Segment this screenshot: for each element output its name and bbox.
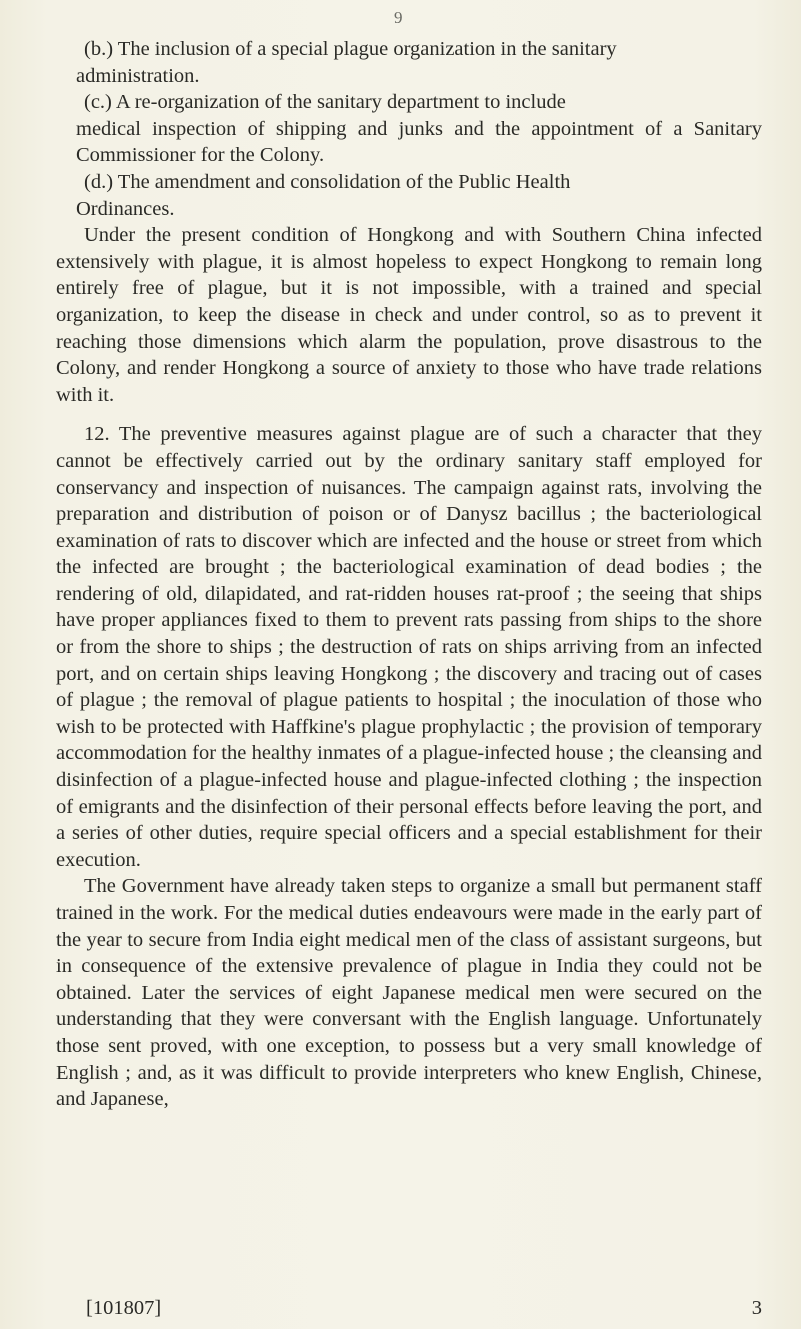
item-label: (d.) <box>84 170 114 193</box>
list-item-c <box>56 89 762 116</box>
list-item-c-continuation: medical inspection of shipping and junks and the appointment of a Sanitary Commissioner for the Colony. <box>76 117 762 167</box>
item-first-line: The amendment and consolidation of the Public Health <box>117 170 571 193</box>
item-first-line: A re-organization of the sanitary department to include <box>115 91 566 114</box>
paragraph-12-preventive-measures: 12. The preventive measures against plague are of such a character that they cannot be effectively carried out by the ordinary sanitary staff employed for conservancy and inspection of nuisances. The campaign against rats, involving the preparation and distribution of poison or of Danysz bacillus ; the bacteriological examination of rats to discover which are infected and the house or street from which the infected are brought ; the bacteriological examination of dead bodies ; the rendering of old, dilapidated, and rat-ridden houses rat-proof ; the seeing that ships have proper appliances fixed to them to prevent rats passing from ships to the shore or from the shore to ships ; the destruction of rats on ships arriving from an infected port, and on certain ships leaving Hongkong ; the discovery and tracing out of cases of plague ; the removal of plague patients to hospital ; the inoculation of those who wish to be protected with Haffkine's plague prophylactic ; the provision of temporary accommodation for the healthy inmates of a plague-infected house ; the cleansing and disinfection of a plague-infected house and plague-infected clothing ; the inspection of emigrants and the disinfection of their personal effects before leaving the port, and a series of other duties, require special officers and a special establishment for their execution. <box>56 423 762 871</box>
paragraph-government-staff: The Government have already taken steps to organize a small but permanent staff trained in the work. For the medical duties endeavours were made in the early part of the year to secure from India eight medical men of the class of assistant surgeons, but in consequence of the extensive prevalence of plague in India they could not be obtained. Later the services of eight Japanese medical men were secured on the understanding that they were conversant with the English language. Unfortunately those sent proved, with one exception, to possess but a very small knowledge of English ; and, as it was difficult to provide interpreters who knew English, Chinese, and Japanese, <box>56 875 762 1111</box>
item-first-line: The inclusion of a special plague organization in the sanitary <box>117 38 617 60</box>
item-label: (b.) <box>84 38 114 60</box>
sheet-mark: 3 <box>751 1297 762 1319</box>
list-item-d-continuation: Ordinances. <box>76 197 175 220</box>
page-number: 9 <box>394 8 403 27</box>
print-code: [101807] <box>86 1297 162 1319</box>
list-item-d <box>56 169 762 196</box>
list-item-b <box>56 36 762 63</box>
list-item-b-continuation: administration. <box>76 64 200 87</box>
paragraph-hongkong-condition: Under the present condition of Hongkong and with Southern China infected extensively with plague, it is almost hopeless to expect Hongkong to remain long entirely free of plague, but it is not impossible, with a trained and special organization, to keep the disease in check and under control, so as to prevent it reaching those dimensions which alarm the population, prove disastrous to the Colony, and render Hongkong a source of anxiety to those who have trade relations with it. <box>56 224 762 406</box>
paragraph-gap <box>56 408 762 421</box>
body-text <box>56 36 762 1113</box>
item-label: (c.) <box>84 91 112 114</box>
page-footer <box>86 1297 774 1320</box>
